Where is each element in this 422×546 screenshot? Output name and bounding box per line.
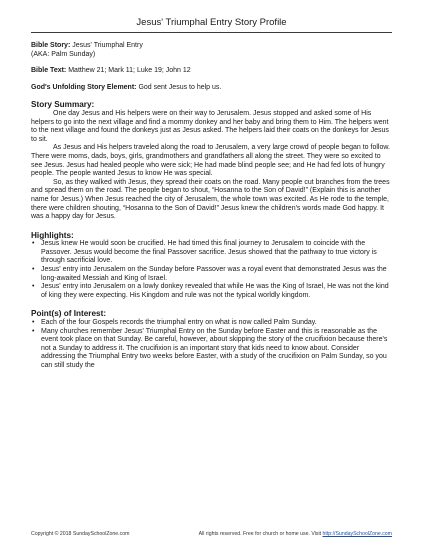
bible-story-value: Jesus' Triumphal Entry — [72, 42, 143, 49]
points-heading: Point(s) of Interest: — [31, 309, 107, 319]
list-item: • Many churches remember Jesus' Triumphal Entry on the Sunday before Easter and this is reasonable as the event took place on that Sunday. Be careful, however, about skipping the story of the crucifixion because there's not a Sunday to address it. The crucifixion is an important story that kids need to know about. Consider addressing the Triumphal Entry two weeks before Easter, with a study of the crucifixion on Palm Sunday, so you can still study the — [31, 328, 392, 371]
summary-paragraph: So, as they walked with Jesus, they spread their coats on the road. Many people cut branches from the trees and spread them on the road. The people began to shout, “Hosanna to the Son of David!” (Explain this is another name for Jesus.) When Jesus reached the city of Jerusalem, the whole town was excited. As He rode to the temple, there were children shouting, “Hosanna to the Son of David!” Jesus knew the children's words made God happy. It was a happy day for Jesus. — [31, 178, 390, 221]
list-item: • Jesus' entry into Jerusalem on the Sunday before Passover was a royal event that demonstrated Jesus was the long-awaited Messiah and King of Israel. — [31, 266, 392, 283]
summary-paragraph: One day Jesus and His helpers were on their way to Jerusalem. Jesus stopped and asked some of His helpers to go into the next village and find a mommy donkey and her baby and bring them to Him. The helpers went to the next village and found the donkeys just as Jesus asked. The helpers laid their coats on the donkeys for Jesus to sit. — [31, 109, 389, 143]
footer-link[interactable]: http://SundaySchoolZone.com — [322, 531, 392, 537]
unfolding-element-value: God sent Jesus to help us. — [138, 83, 222, 91]
points-list — [31, 319, 392, 371]
story-summary-section — [31, 101, 392, 221]
points-of-interest-section — [31, 310, 392, 370]
bible-story-section — [31, 42, 392, 59]
highlights-section — [31, 232, 392, 301]
unfolding-element-label: God's Unfolding Story Element: — [31, 83, 137, 91]
list-item: • Each of the four Gospels records the triumphal entry on what is now called Palm Sunday. — [31, 319, 392, 328]
page-title: Jesus' Triumphal Entry Story Profile — [136, 17, 287, 28]
bible-text-section — [31, 67, 392, 76]
title-divider — [31, 32, 392, 33]
bible-story-label: Bible Story: — [31, 42, 71, 49]
footer-rights-text: All rights reserved. Free for church or home use. Visit — [198, 531, 322, 537]
list-item: • Jesus knew He would soon be crucified. He had timed this final journey to Jerusalem to coincide with the Passover. Jesus would become the final Passover sacrifice. Jesus showed that the pathway to true victory is through sacrificial love. — [31, 240, 392, 266]
highlights-list — [31, 240, 392, 300]
footer-copyright: Copyright © 2018 SundaySchoolZone.com — [31, 531, 130, 537]
unfolding-element-section — [31, 84, 392, 93]
list-item: • Jesus' entry into Jerusalem on a lowly donkey revealed that while He was the King of Israel, He was not the kind of king they were expecting. His Kingdom and rule was not the typical worldly kingdom. — [31, 283, 392, 300]
page-footer — [31, 531, 392, 537]
summary-paragraph: As Jesus and His helpers traveled along the road to Jerusalem, a very large crowd of people began to follow. There were moms, dads, boys, girls, grandmothers and grandfathers all along the street. They were so excited to see Jesus. Jesus had healed people who were sick; He had made blind people see; and He had fed lots of hungry people. The people wanted Jesus to know He was special. — [31, 144, 390, 178]
bible-text-label: Bible Text: — [31, 67, 67, 75]
story-summary-heading: Story Summary: — [31, 100, 95, 110]
footer-rights — [199, 531, 392, 537]
highlights-heading: Highlights: — [31, 230, 74, 240]
bible-story-aka: (AKA: Palm Sunday) — [31, 50, 96, 58]
bible-text-value: Matthew 21; Mark 11; Luke 19; John 12 — [68, 67, 191, 75]
